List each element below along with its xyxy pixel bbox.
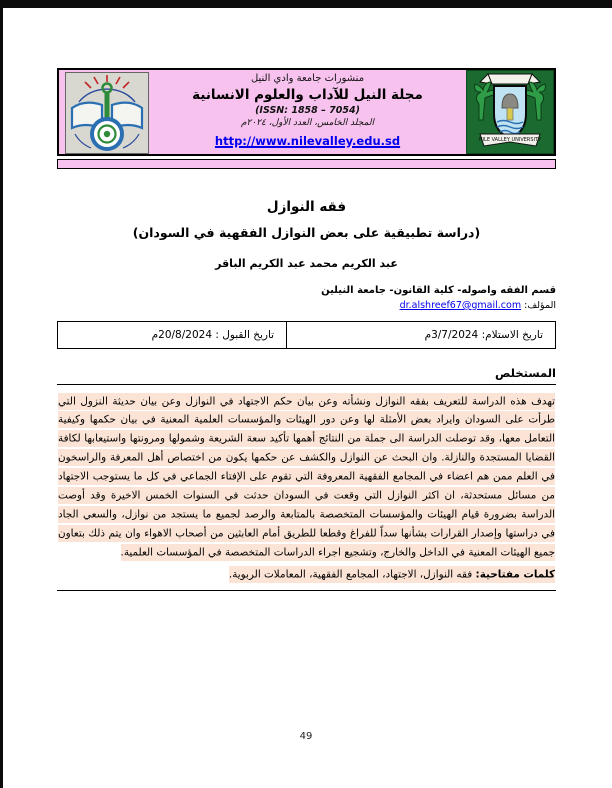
abstract-heading: المستخلص bbox=[57, 366, 556, 385]
journal-masthead bbox=[57, 68, 556, 156]
author-affiliation: قسم الفقه واصوله- كلية القانون- جامعة النيلين bbox=[321, 285, 556, 296]
accepted-date-cell: تاريخ القبول : 20/8/2024م bbox=[58, 322, 287, 349]
publisher-line: منشورات جامعة وادي النيل bbox=[250, 73, 365, 84]
neelain-university-logo-icon bbox=[65, 72, 149, 154]
article-subtitle: (دراسة تطبيقية على بعض النوازل الفقهية في السودان) bbox=[132, 225, 481, 240]
keywords-list: فقه النوازل، الاجتهاد، المجامع الفقهية، المعاملات الربوية. bbox=[228, 568, 476, 581]
masthead-pink-strip bbox=[57, 159, 556, 169]
received-date-cell: تاريخ الاستلام: 3/7/2024م bbox=[287, 322, 556, 349]
volume-issue-line: المجلد الخامس، العدد الأول، ٢٠٢٤م bbox=[240, 118, 375, 129]
article-author: عبد الكريم محمد عبد الكريم الباقر bbox=[215, 257, 398, 270]
scan-artifact-left-band bbox=[0, 0, 3, 788]
issn-line: (ISSN: 1858 – 7054) bbox=[255, 105, 360, 117]
journal-website-link[interactable]: http://www.nilevalley.edu.sd bbox=[214, 133, 401, 148]
abstract-section bbox=[57, 385, 556, 591]
keywords-line bbox=[58, 565, 555, 584]
nile-valley-university-logo-icon bbox=[466, 70, 554, 154]
scan-artifact-top-band bbox=[0, 0, 612, 8]
table-row bbox=[58, 322, 556, 349]
author-email-link[interactable]: dr.alshreef67@gmail.com bbox=[399, 300, 522, 311]
journal-name: مجلة النيل للآداب والعلوم الانسانية bbox=[192, 86, 423, 103]
article-title: فقه النوازل bbox=[266, 199, 347, 215]
author-label: المؤلف: bbox=[524, 300, 556, 311]
page-content bbox=[57, 68, 556, 591]
abstract-text bbox=[58, 392, 555, 562]
right-logo-box bbox=[466, 70, 554, 154]
abstract-highlighted-text: تهدف هذه الدراسة للتعريف بفقه النوازل ونشأته وعن بيان حكم الاجتهاد في النوازل وعن بيان حديثة النزول التي طرأت على السودان وايراد بعض الأمثلة لها وعن دور الهيئات والمؤسسات العلمية المعنية في بيان حكمها وكيفية التعامل معها، وقد توصلت الدراسة الى جملة من النتائج أهمها تأكيد سعة الشريعة وشمولها ومرونتها واستيعابها لكافة القضايا المستجدة والنازلة. وان البحث عن النوازل والكشف عن حكمها يكون من اختصاص أهل المعرفة والراسخون في العلم ممن هم اعضاء في المجامع الفقهية المعروفة التي تقوم على الإفتاء الجماعي في كل ما يستوجب الاجتهاد من مسائل مستحدثة، ان اكثر النوازل التي وقعت في السودان حدثت في السنوات الخمس الاخيرة وقد أوصت الدراسة بضرورة قيام الهيئات والمؤسسات المتخصصة بالمتابعة والرصد لجميع ما يستجد من نوازل، والسعي الجاد في دراستها وإصدار القرارات بشأنها سداً للفراغ وقطعا للطريق أمام العابثين من أصحاب الاهواء وان يتم ذلك بتعاون جميع الهيئات المعنية في الداخل والخارج، وتشجيع اجراء الدراسات المتخصصة في المؤسسات العلمية. bbox=[58, 393, 555, 562]
logo-banner-text: NILE VALLEY UNIVERSITY bbox=[478, 137, 542, 143]
dates-table bbox=[57, 321, 556, 349]
page-number: 49 bbox=[299, 731, 313, 742]
keywords-label: كلمات مفتاحية: bbox=[475, 568, 555, 581]
author-email-line bbox=[57, 300, 556, 311]
left-logo-box bbox=[59, 70, 149, 154]
masthead-text-block bbox=[149, 70, 466, 154]
